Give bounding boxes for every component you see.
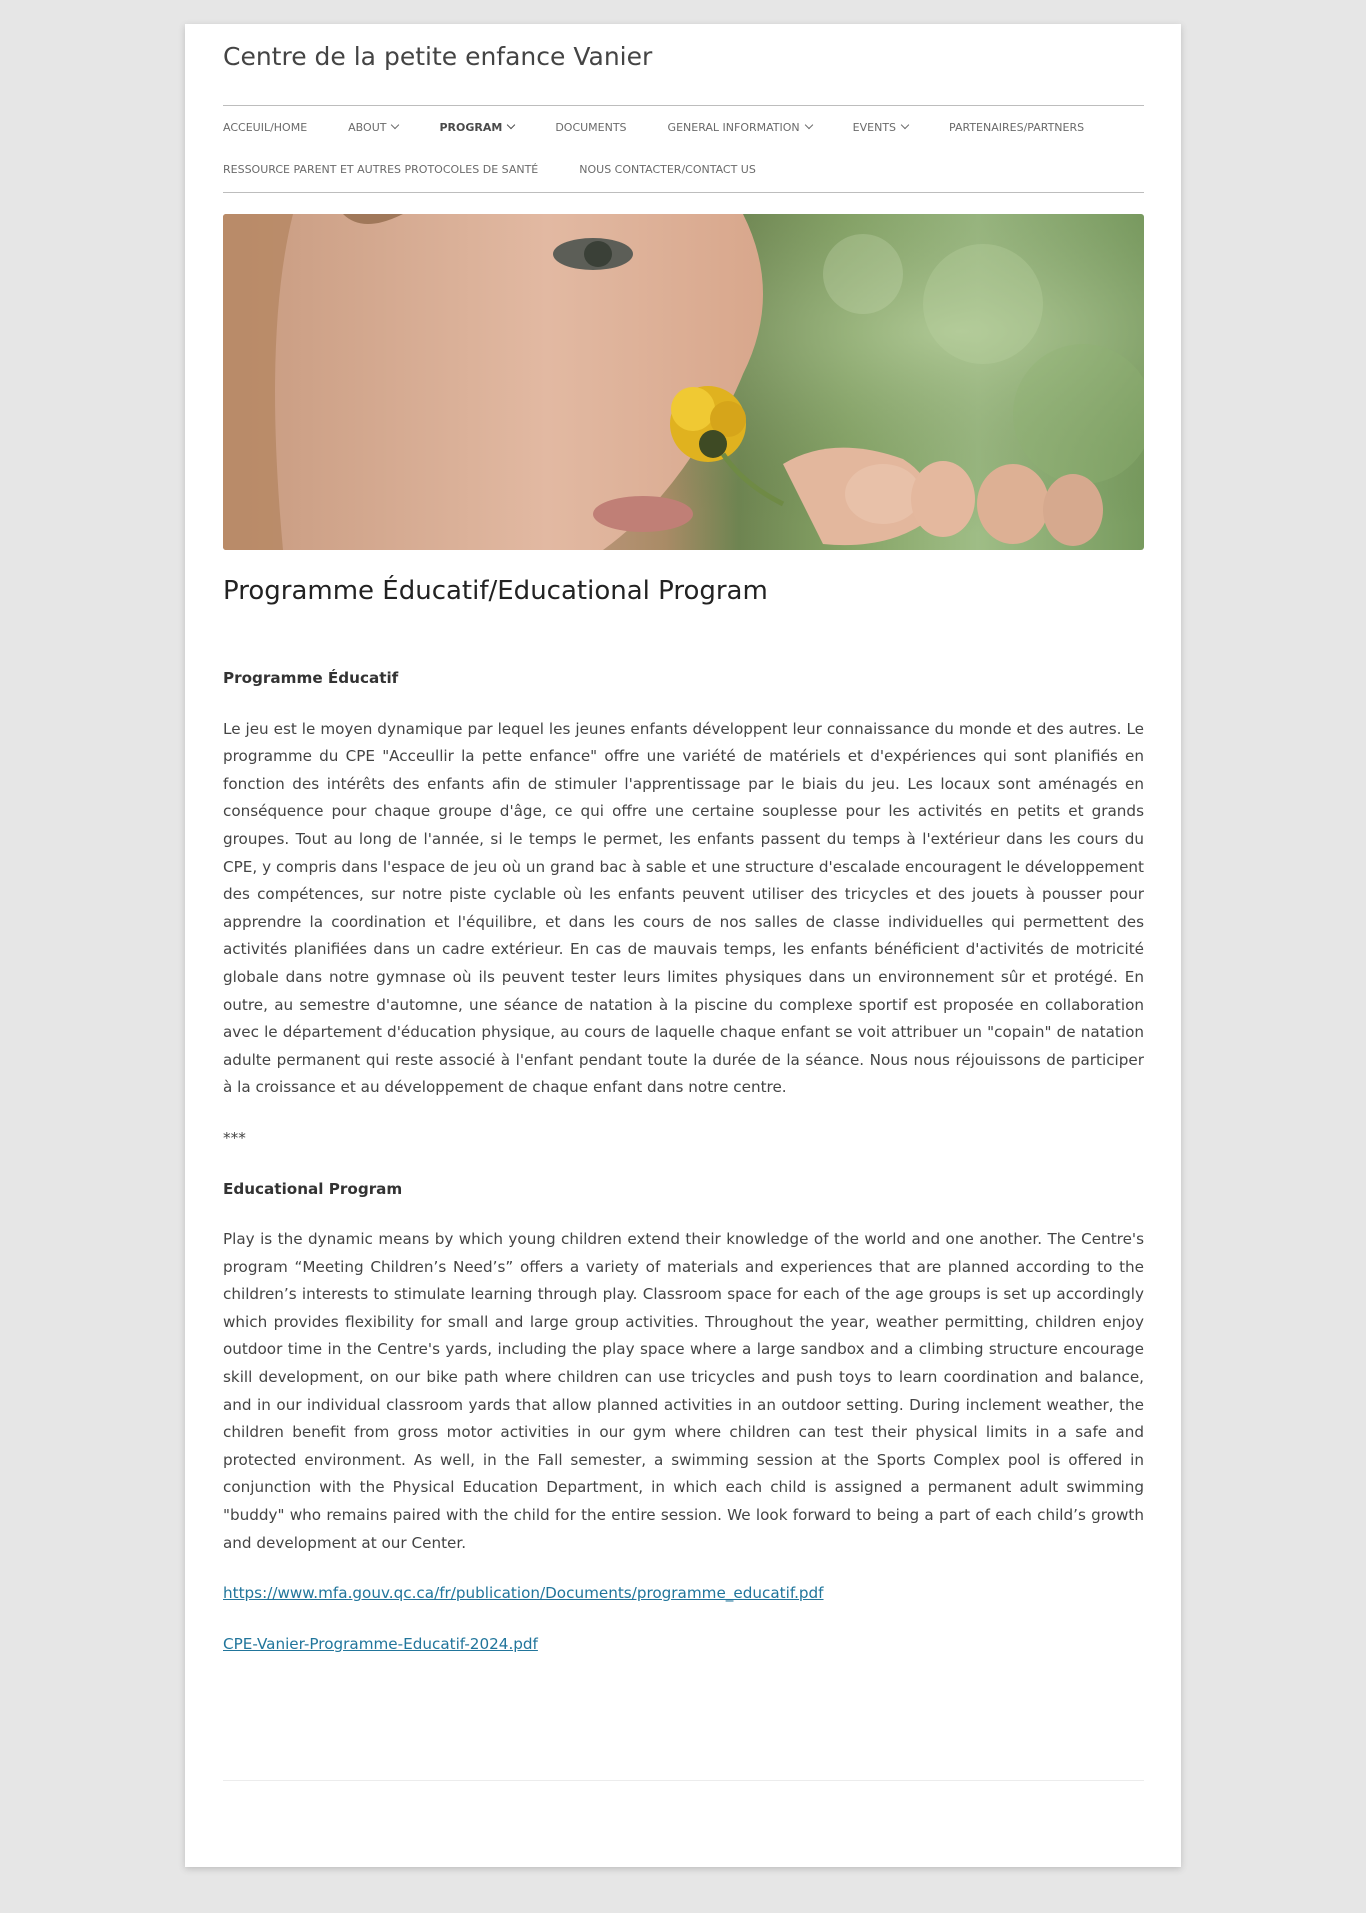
footer-divider xyxy=(223,1780,1144,1781)
cpe-program-pdf-link[interactable]: CPE-Vanier-Programme-Educatif-2024.pdf xyxy=(223,1634,538,1653)
chevron-down-icon xyxy=(507,121,515,129)
child-smelling-dandelion-photo-icon xyxy=(223,214,1144,550)
chevron-down-icon xyxy=(391,121,399,129)
chevron-down-icon xyxy=(901,121,909,129)
nav-item-label: PARTENAIRES/PARTNERS xyxy=(949,120,1085,134)
nav-item-acceuil-home[interactable] xyxy=(223,121,307,134)
nav-item-events[interactable] xyxy=(853,121,908,134)
nav-item-label: RESSOURCE PARENT ET AUTRES PROTOCOLES DE SANTÉ xyxy=(223,162,539,176)
nav-item-program[interactable] xyxy=(439,121,514,134)
nav-item-label: ABOUT xyxy=(348,120,387,134)
nav-item-label: NOUS CONTACTER/CONTACT US xyxy=(579,162,756,176)
nav-item-label: EVENTS xyxy=(852,120,897,134)
nav-item-label: GENERAL INFORMATION xyxy=(667,120,800,134)
french-paragraph: Le jeu est le moyen dynamique par lequel les jeunes enfants développent leur connaissance du monde et des autres. Le programme du CPE "Acceullir la pette enfance" offre une variété de matériels et d'expériences qui sont planifiés en fonction des intérêts des enfants afin de stimuler l'apprentissage par le biais du jeu. Les locaux sont aménagés en conséquence pour chaque groupe d'âge, ce qui offre une certaine souplesse pour les activités en petits et grands groupes. Tout au long de l'année, si le temps le permet, les enfants passent du temps à l'extérieur dans les cours du CPE, y compris dans l'espace de jeu où un grand bac à sable et une structure d'escalade encouragent le développement des compétences, sur notre piste cyclable où les enfants peuvent utiliser des tricycles et des jouets à pousser pour apprendre la coordination et l'équilibre, et dans les cours de nos salles de classe individuelles qui permettent des activités planifiées dans un cadre extérieur. En cas de mauvais temps, les enfants bénéficient d'activités de motricité globale dans notre gymnase où ils peuvent tester leurs limites physiques dans un environnement sûr et protégé. En outre, au semestre d'automne, une séance de natation à la piscine du complexe sportif est proposée en collaboration avec le département d'éducation physique, au cours de laquelle chaque enfant se voit attribuer un "copain" de natation adulte permanent qui reste associé à l'enfant pendant toute la durée de la séance. Nous nous réjouissons de participer à la croissance et au développement de chaque enfant dans notre centre. xyxy=(223,719,1144,1097)
chevron-down-icon xyxy=(804,121,812,129)
nav-item-label: ACCEUIL/HOME xyxy=(223,120,308,134)
english-paragraph: Play is the dynamic means by which young children extend their knowledge of the world and one another. The Centre's program “Meeting Children’s Need’s” offers a variety of materials and experiences that are planned according to the children’s interests to stimulate learning through play. Classroom space for each of the age groups is set up accordingly which provides flexibility for small and large group activities. Throughout the year, weather permitting, children enjoy outdoor time in the Centre's yards, including the play space where a large sandbox and a climbing structure encourage skill development, on our bike path where children can use tricycles and push toys to learn coordination and balance, and in our individual classroom yards that allow planned activities in an outdoor setting. During inclement weather, the children benefit from gross motor activities in our gym where children can test their physical limits in a safe and protected environment. As well, in the Fall semester, a swimming session at the Sports Complex pool is offered in conjunction with the Physical Education Department, in which each child is assigned a permanent adult swimming "buddy" who remains paired with the child for the entire session. We look forward to being a part of each child’s growth and development at our Center. xyxy=(223,1230,1144,1552)
page-container xyxy=(185,24,1181,1867)
nav-item-partenaires-partners[interactable] xyxy=(949,121,1084,134)
nav-item-nous-contacter-contact-us[interactable] xyxy=(579,163,756,176)
nav-row-1 xyxy=(223,106,1125,148)
entry-content xyxy=(223,665,1144,1681)
nav-item-label: PROGRAM xyxy=(439,120,503,134)
nav-item-general-information[interactable] xyxy=(668,121,812,134)
main-navigation xyxy=(223,105,1144,193)
english-heading: Educational Program xyxy=(223,1179,403,1198)
mfa-program-link[interactable]: https://www.mfa.gouv.qc.ca/fr/publication/Documents/programme_educatif.pdf xyxy=(223,1584,824,1603)
nav-item-about[interactable] xyxy=(348,121,398,134)
french-heading: Programme Éducatif xyxy=(223,669,399,687)
nav-item-ressource-parent-et-autres-protocoles-de-sant[interactable] xyxy=(223,163,538,176)
entry-title: Programme Éducatif/Educational Program xyxy=(223,576,768,606)
nav-row-2 xyxy=(223,148,797,190)
site-title[interactable]: Centre de la petite enfance Vanier xyxy=(223,42,653,71)
header-image xyxy=(223,214,1144,550)
separator: *** xyxy=(223,1128,246,1147)
nav-item-label: DOCUMENTS xyxy=(555,120,627,134)
nav-item-documents[interactable] xyxy=(555,121,626,134)
